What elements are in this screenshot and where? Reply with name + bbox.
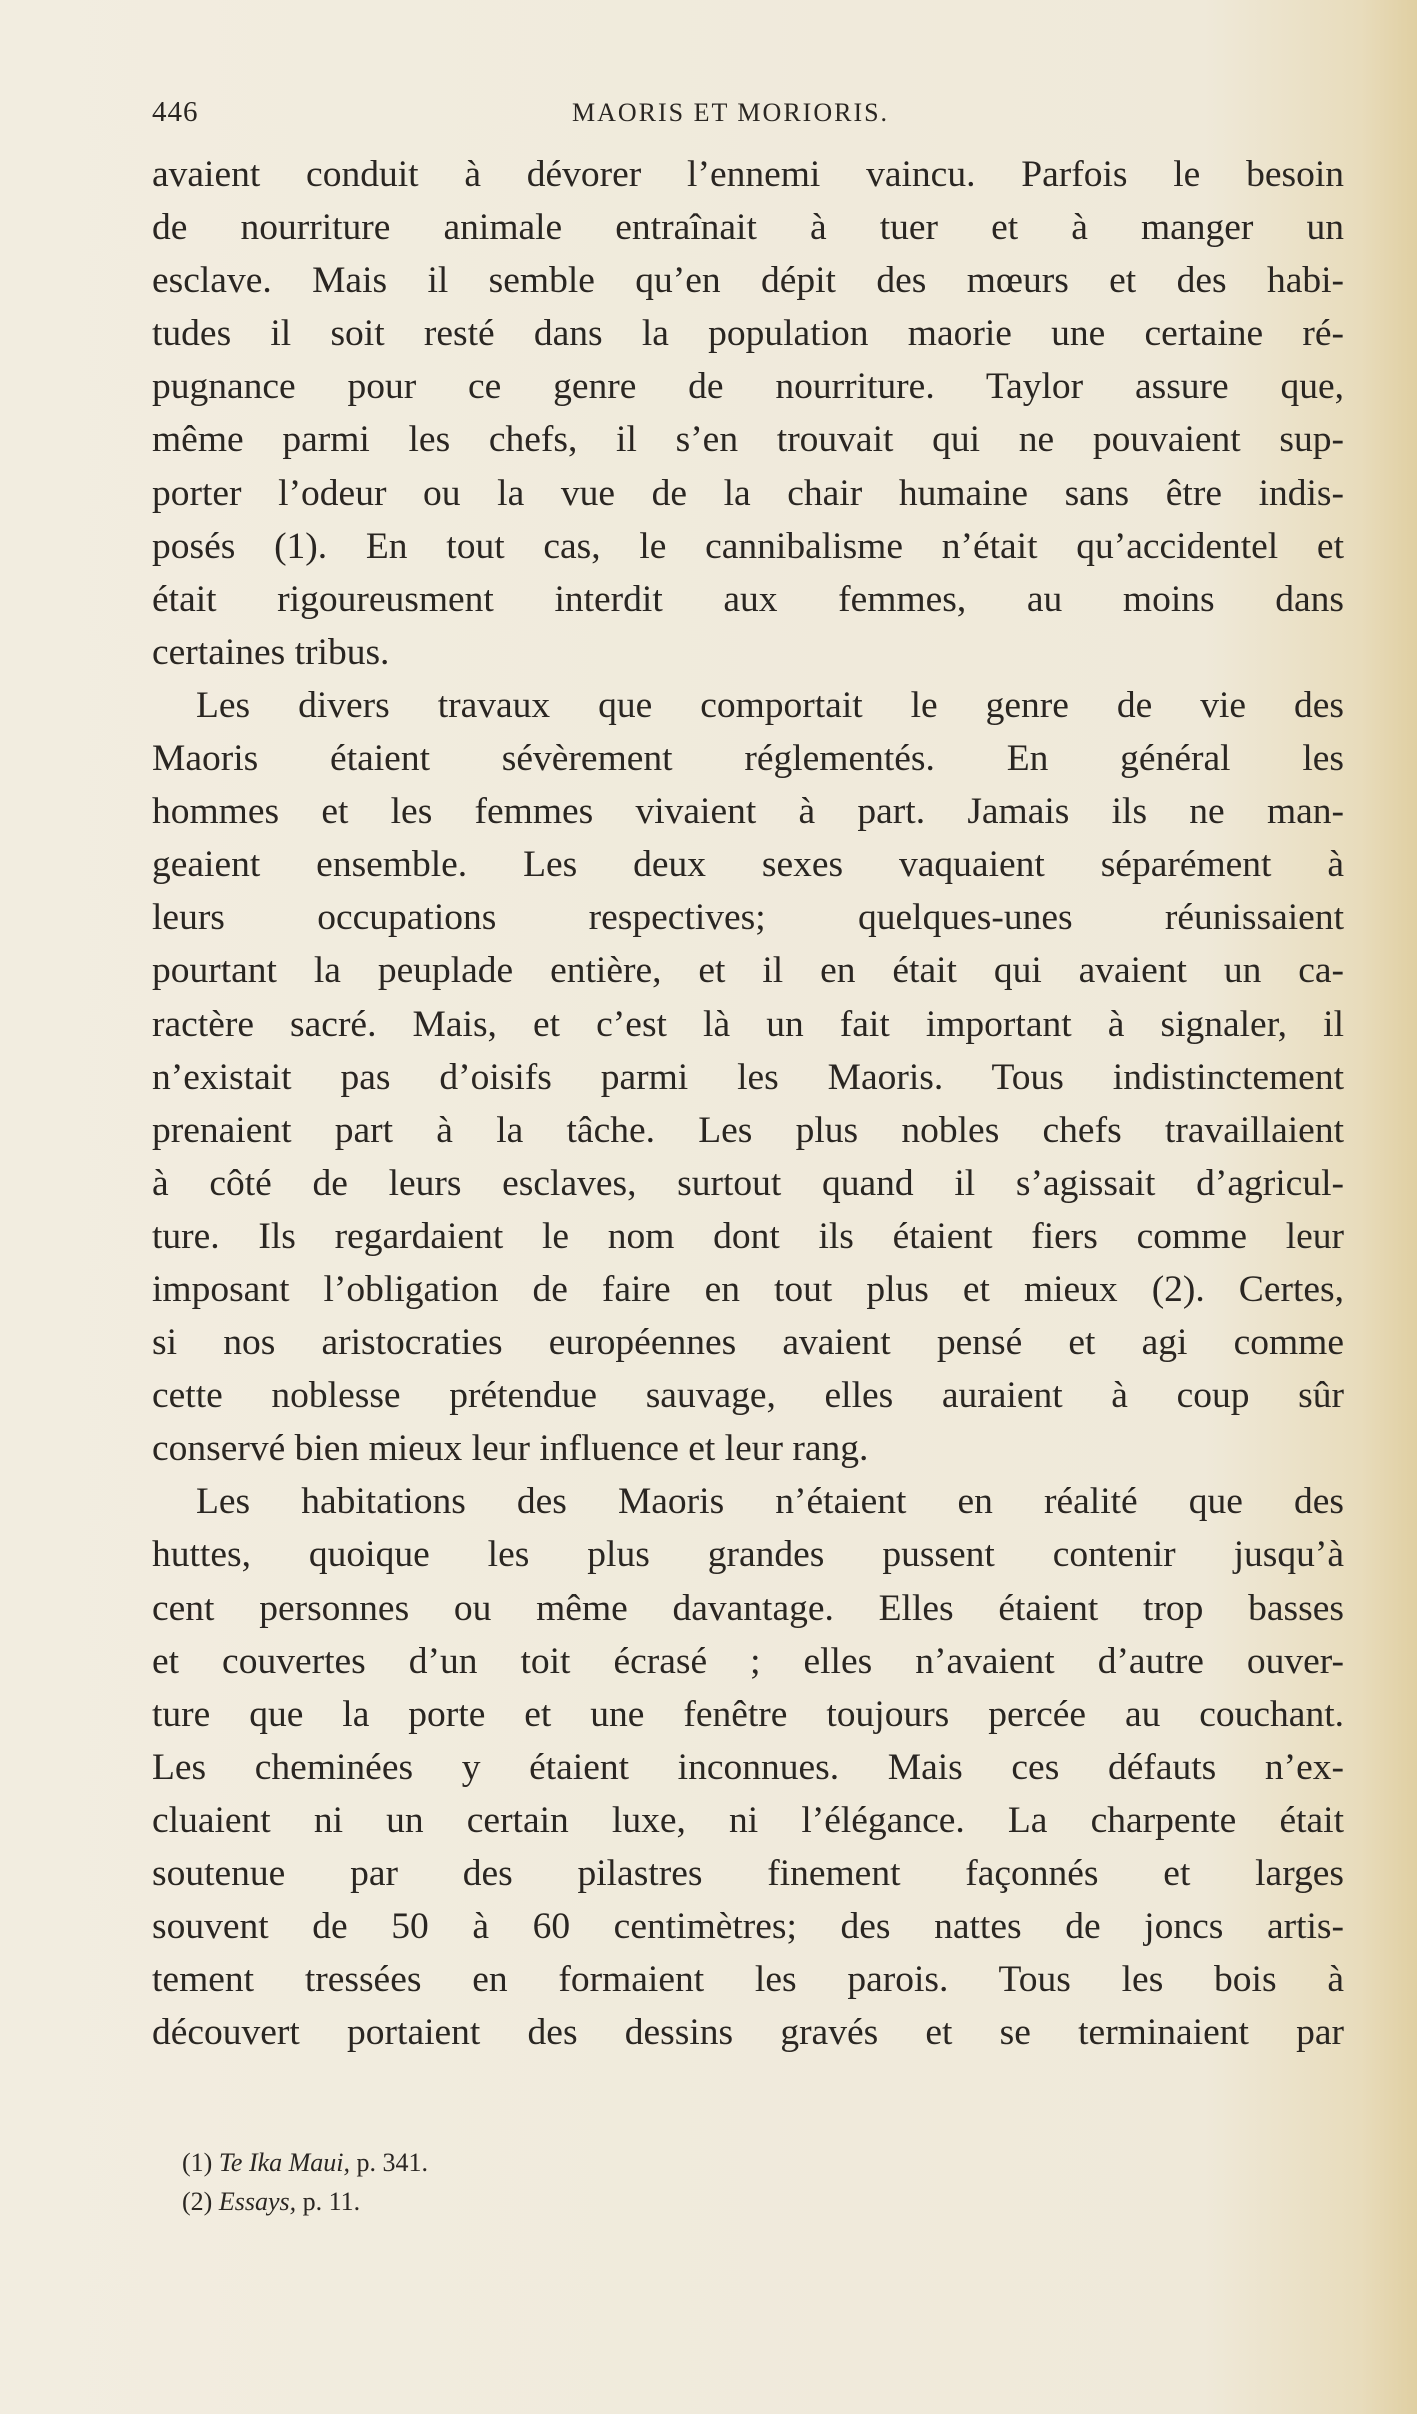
text-line: si nos aristocraties européennes avaient pensé et agi comme (152, 1322, 1344, 1364)
text-line: et couvertes d’un toit écrasé ; elles n’avaient d’autre ouver- (152, 1640, 1344, 1682)
paragraph (152, 679, 1344, 1475)
text-line: Les habitations des Maoris n’étaient en réalité que des (196, 1481, 1344, 1523)
text-line: tudes il soit resté dans la population maorie une certaine ré- (152, 313, 1344, 355)
text-line: ture. Ils regardaient le nom dont ils étaient fiers comme leur (152, 1215, 1344, 1257)
text-line: de nourriture animale entraînait à tuer et à manger un (152, 207, 1344, 249)
body-text (152, 148, 1344, 2059)
footnote-marker: (2) (182, 2187, 213, 2216)
text-line: ture que la porte et une fenêtre toujours percée au couchant. (152, 1693, 1344, 1735)
footnote-reference: p. 11. (296, 2187, 361, 2216)
text-line: même parmi les chefs, il s’en trouvait qui ne pouvaient sup- (152, 419, 1344, 461)
text-line: cluaient ni un certain luxe, ni l’élégance. La charpente était (152, 1799, 1344, 1841)
text-line: pugnance pour ce genre de nourriture. Taylor assure que, (152, 366, 1344, 408)
text-line: imposant l’obligation de faire en tout plus et mieux (2). Certes, (152, 1268, 1344, 1310)
text-line: cette noblesse prétendue sauvage, elles auraient à coup sûr (152, 1375, 1344, 1417)
text-line: prenaient part à la tâche. Les plus nobles chefs travaillaient (152, 1109, 1344, 1151)
footnote-title: Te Ika Maui, (218, 2148, 351, 2177)
text-line: pourtant la peuplade entière, et il en était qui avaient un ca- (152, 950, 1344, 992)
text-line: cent personnes ou même davantage. Elles étaient trop basses (152, 1587, 1344, 1629)
text-line: n’existait pas d’oisifs parmi les Maoris. Tous indistinctement (152, 1056, 1344, 1098)
paragraph (152, 1475, 1344, 2059)
text-line: geaient ensemble. Les deux sexes vaquaient séparément à (152, 844, 1344, 886)
footnotes (182, 2143, 1082, 2221)
text-line: leurs occupations respectives; quelques-unes réunissaient (152, 897, 1344, 939)
text-line: hommes et les femmes vivaient à part. Jamais ils ne man- (152, 791, 1344, 833)
footnote-marker: (1) (182, 2148, 213, 2177)
running-title: MAORIS ET MORIORIS. (572, 98, 890, 127)
text-line: à côté de leurs esclaves, surtout quand il s’agissait d’agricul- (152, 1162, 1344, 1204)
text-line: ractère sacré. Mais, et c’est là un fait important à signaler, il (152, 1003, 1344, 1045)
text-line: soutenue par des pilastres finement façonnés et larges (152, 1853, 1344, 1894)
page-number: 446 (152, 96, 199, 128)
footnote-title: Essays, (218, 2187, 297, 2216)
text-line: était rigoureusment interdit aux femmes, au moins dans (152, 578, 1344, 620)
text-line: avaient conduit à dévorer l’ennemi vaincu. Parfois le besoin (152, 154, 1344, 195)
page-header (152, 96, 1352, 136)
text-line: Les divers travaux que comportait le genre de vie des (196, 684, 1344, 726)
text-line: souvent de 50 à 60 centimètres; des nattes de joncs artis- (152, 1906, 1344, 1948)
text-line: découvert portaient des dessins gravés et se terminaient par (152, 2012, 1344, 2054)
text-line: Maoris étaient sévèrement réglementés. En général les (152, 738, 1344, 780)
text-line: porter l’odeur ou la vue de la chair humaine sans être indis- (152, 472, 1344, 514)
footnote (182, 2182, 1082, 2221)
text-line: huttes, quoique les plus grandes pussent contenir jusqu’à (152, 1534, 1344, 1576)
footnote-reference: p. 341. (350, 2148, 429, 2177)
text-line: tement tressées en formaient les parois. Tous les bois à (152, 1959, 1344, 2001)
footnote (182, 2143, 1082, 2182)
text-line: posés (1). En tout cas, le cannibalisme n’était qu’accidentel et (152, 525, 1344, 567)
paragraph (152, 148, 1344, 679)
text-line: Les cheminées y étaient inconnues. Mais ces défauts n’ex- (152, 1746, 1344, 1788)
text-line: conservé bien mieux leur influence et leur rang. (152, 1428, 869, 1470)
text-line: certaines tribus. (152, 631, 390, 673)
text-line: esclave. Mais il semble qu’en dépit des mœurs et des habi- (152, 260, 1344, 302)
